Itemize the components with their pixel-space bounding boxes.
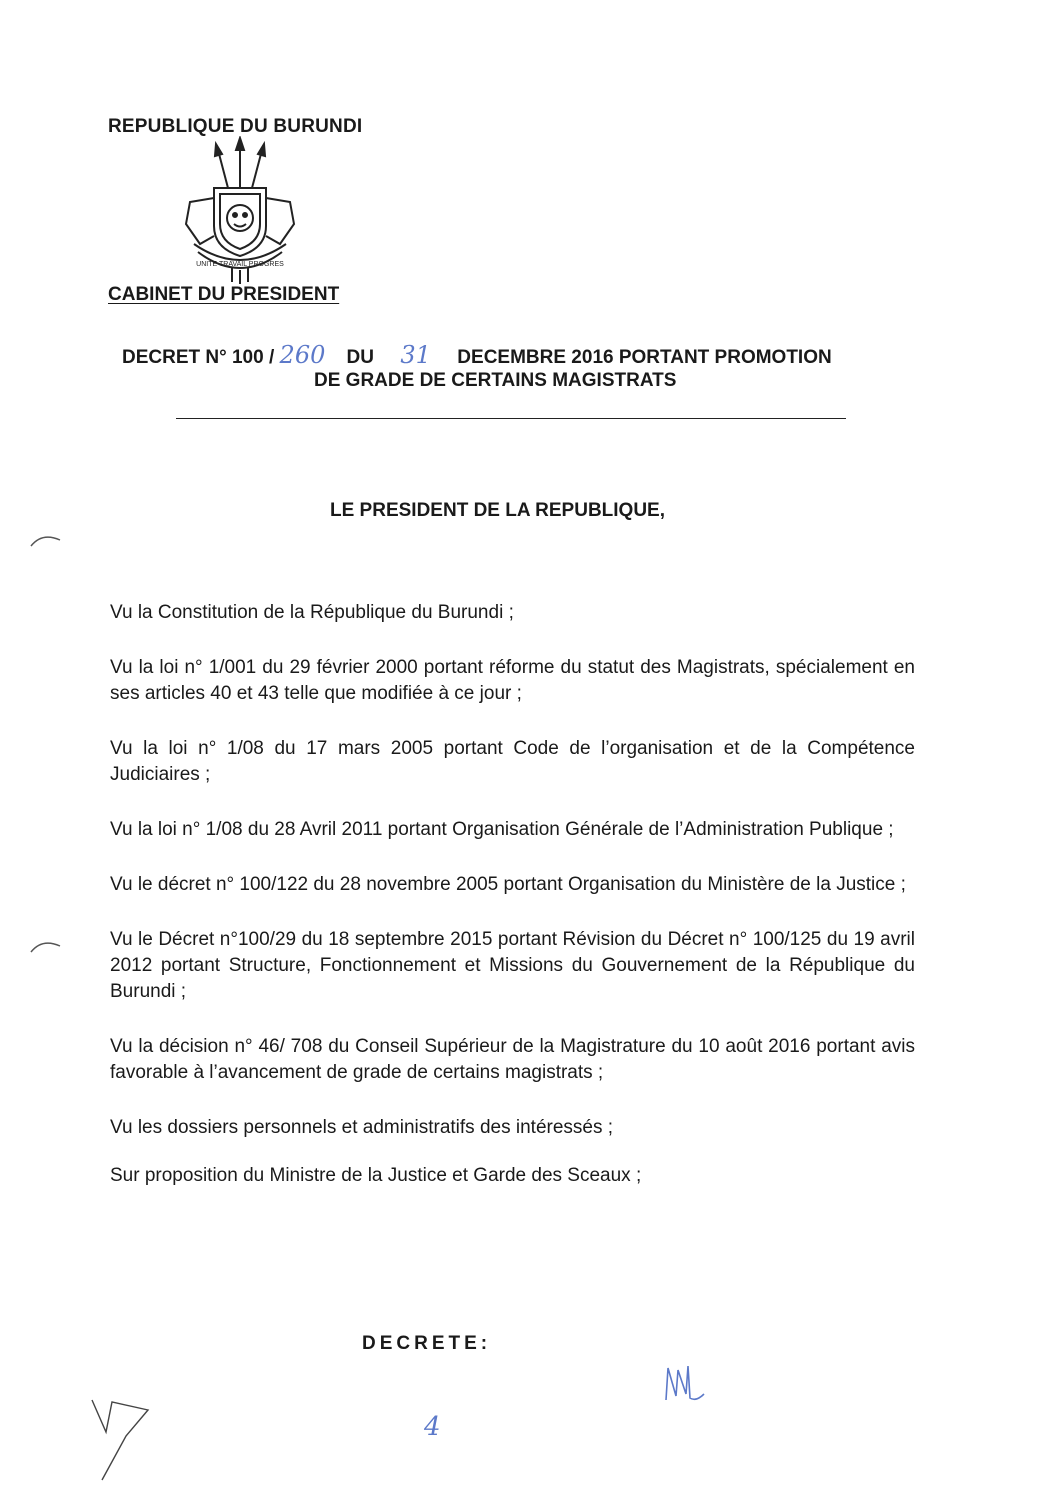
consideration-item: Vu la loi n° 1/001 du 29 février 2000 portant réforme du statut des Magistrats, spécialement en ses articles 40 et 43 telle que modifiée à ce jour ;	[110, 657, 915, 704]
considerations-list	[110, 600, 915, 1218]
handwritten-initials-icon	[660, 1360, 710, 1410]
decrete-heading: DECRETE:	[362, 1333, 492, 1354]
decree-day-handwritten: 31	[400, 341, 431, 369]
consideration-item: Vu la Constitution de la République du Burundi ;	[110, 602, 514, 623]
decree-title-line1	[122, 341, 832, 369]
title-divider	[176, 418, 846, 419]
cabinet-header: CABINET DU PRESIDENT	[108, 284, 340, 305]
decree-prefix: DECRET N° 100 /	[122, 347, 275, 368]
consideration-item: Vu le Décret n°100/29 du 18 septembre 2015 portant Révision du Décret n° 100/125 du 19 avril 2012 portant Structure, Fonctionnement et Missions du Gouvernement de la République du Burundi ;	[110, 929, 915, 1002]
consideration-item: Vu la loi n° 1/08 du 28 Avril 2011 portant Organisation Générale de l’Administration Publique ;	[110, 819, 894, 840]
consideration-item: Vu la décision n° 46/ 708 du Conseil Supérieur de la Magistrature du 10 août 2016 portant avis favorable à l’avancement de grade de certains magistrats ;	[110, 1036, 915, 1083]
punch-hole-mark-icon	[28, 936, 64, 958]
decree-title-line2: DE GRADE DE CERTAINS MAGISTRATS	[314, 370, 677, 391]
handwritten-initials-icon	[86, 1392, 156, 1484]
coat-of-arms-icon	[170, 136, 310, 286]
handwritten-page-number: 4	[424, 1412, 441, 1442]
decree-title-part1: DECEMBRE 2016 PORTANT PROMOTION	[457, 347, 832, 368]
consideration-item: Vu la loi n° 1/08 du 17 mars 2005 portant Code de l’organisation et de la Compétence Judiciaires ;	[110, 738, 915, 785]
consideration-item: Sur proposition du Ministre de la Justice et Garde des Sceaux ;	[110, 1165, 642, 1186]
consideration-item: Vu le décret n° 100/122 du 28 novembre 2005 portant Organisation du Ministère de la Justice ;	[110, 874, 906, 895]
republic-header: REPUBLIQUE DU BURUNDI	[108, 116, 363, 137]
decree-du: DU	[346, 347, 374, 368]
decree-number-handwritten: 260	[279, 341, 326, 369]
punch-hole-mark-icon	[28, 530, 64, 552]
coat-motto: UNITE TRAVAIL PROGRES	[196, 261, 284, 268]
president-heading: LE PRESIDENT DE LA REPUBLIQUE,	[330, 500, 665, 521]
consideration-item: Vu les dossiers personnels et administratifs des intéressés ;	[110, 1117, 614, 1138]
